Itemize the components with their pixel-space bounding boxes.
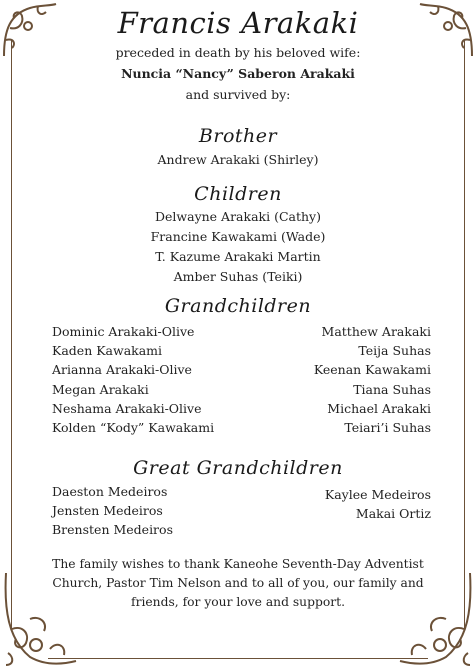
grandchild-name: Keenan Kawakami: [313, 362, 431, 378]
grandchild-name: Kaden Kawakami: [52, 343, 163, 359]
intro-preceded-line: preceded in death by his beloved wife:: [115, 45, 361, 60]
grandchild-name: Neshama Arakaki-Olive: [52, 400, 202, 416]
grandchildren-left-column: [52, 322, 214, 437]
great-grandchild-name: Kaylee Medeiros: [324, 487, 431, 502]
great-grandchildren-right-column: [325, 485, 431, 523]
grandchildren-heading: Grandchildren: [164, 295, 312, 317]
child-name: Francine Kawakami (Wade): [150, 229, 326, 244]
grandchildren-right-column: [314, 322, 431, 437]
page-title: Francis Arakaki: [117, 6, 359, 40]
brother-name: Andrew Arakaki (Shirley): [157, 152, 319, 167]
grandchild-name: Dominic Arakaki-Olive: [52, 324, 195, 339]
wife-name: Nuncia “Nancy” Saberon Arakaki: [121, 66, 355, 81]
border-bottom: [48, 658, 428, 659]
great-grandchild-name: Makai Ortiz: [355, 506, 431, 522]
grandchild-name: Tiana Suhas: [353, 381, 431, 397]
great-grandchildren-left-column: [52, 482, 173, 540]
grandchild-name: Megan Arakaki: [52, 381, 149, 397]
thanks-paragraph: The family wishes to thank Kaneohe Seventh-Day Adventist Church, Pastor Tim Nelson and to all of you, our family and friends, for your love and support.: [52, 557, 424, 609]
grandchild-name: Kolden “Kody” Kawakami: [52, 420, 215, 436]
grandchild-name: Matthew Arakaki: [321, 324, 431, 339]
grandchild-name: Michael Arakaki: [327, 400, 431, 416]
grandchild-name: Teija Suhas: [358, 343, 431, 359]
children-heading: Children: [194, 183, 282, 205]
child-name: T. Kazume Arakaki Martin: [155, 249, 321, 264]
great-grandchildren-heading: Great Grandchildren: [133, 457, 343, 479]
great-grandchild-name: Brensten Medeiros: [52, 522, 173, 538]
grandchild-name: Teiari’i Suhas: [344, 420, 431, 436]
grandchild-name: Arianna Arakaki-Olive: [52, 362, 192, 378]
great-grandchild-name: Jensten Medeiros: [52, 503, 163, 519]
child-name: Delwayne Arakaki (Cathy): [155, 209, 321, 224]
great-grandchild-name: Daeston Medeiros: [52, 484, 168, 499]
intro-survived-line: and survived by:: [185, 87, 291, 102]
brother-heading: Brother: [198, 125, 278, 147]
child-name: Amber Suhas (Teiki): [173, 269, 303, 284]
